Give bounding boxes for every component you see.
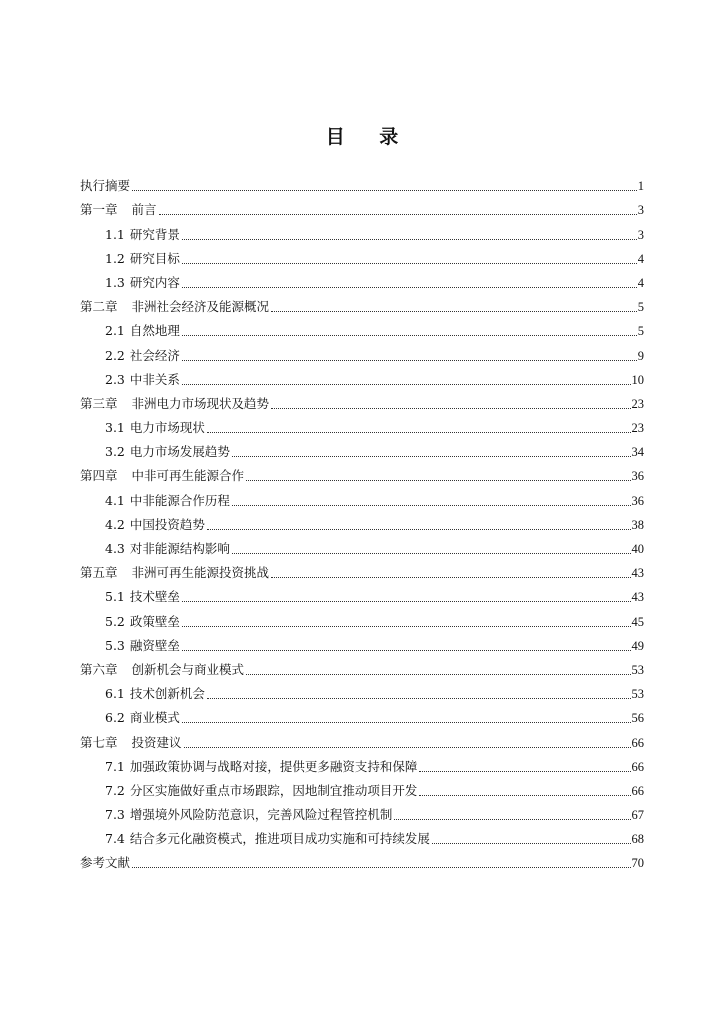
toc-entry-page-number: 1: [637, 179, 644, 194]
toc-entry-label: 中非关系: [129, 371, 180, 387]
toc-entry-page-number: 23: [631, 421, 644, 436]
toc-entry[interactable]: [80, 775, 644, 799]
toc-entry-number: 5.2: [105, 613, 125, 629]
toc-entry[interactable]: [80, 267, 644, 291]
toc-entry-number: 3.1: [105, 420, 125, 436]
toc-entry-label: 加强政策协调与战略对接，提供更多融资支持和保障: [129, 758, 418, 774]
dot-leader: [182, 335, 637, 336]
toc-entry[interactable]: [80, 799, 644, 823]
dot-leader: [159, 214, 637, 215]
toc-entry[interactable]: [80, 581, 644, 605]
toc-entry-number: 7.3: [105, 807, 125, 823]
toc-entry-number: 2.3: [105, 371, 125, 387]
toc-entry-number: 第一章: [80, 202, 118, 218]
toc-entry-page-number: 45: [631, 614, 644, 629]
toc-entry-page-number: 40: [631, 542, 644, 556]
dot-leader: [182, 650, 631, 651]
dot-leader: [232, 456, 631, 457]
toc-entry-label: 电力市场发展趋势: [129, 444, 230, 460]
dot-leader: [232, 505, 631, 506]
toc-entry[interactable]: [80, 194, 644, 218]
toc-entry-label: 研究内容: [129, 274, 180, 290]
toc-entry[interactable]: [80, 726, 644, 750]
toc-entry-number: 4.1: [105, 492, 125, 508]
toc-entry-page-number: 53: [631, 687, 644, 702]
dot-leader: [207, 698, 631, 699]
dot-leader: [182, 360, 637, 361]
toc-entry[interactable]: [80, 847, 644, 871]
dot-leader: [182, 287, 637, 288]
toc-entry[interactable]: [80, 533, 644, 557]
toc-entry[interactable]: [80, 678, 644, 702]
toc-entry-page-number: 68: [631, 832, 644, 847]
toc-entry-page-number: 23: [631, 396, 644, 411]
toc-entry[interactable]: [80, 388, 644, 412]
toc-entry-page-number: 43: [631, 590, 644, 605]
dot-leader: [132, 190, 637, 191]
dot-leader: [419, 771, 630, 772]
toc-entry-number: 7.2: [105, 782, 125, 798]
toc-entry-page-number: 38: [631, 517, 644, 532]
toc-entry[interactable]: [80, 315, 644, 339]
toc-entry-number: 2.2: [105, 347, 125, 363]
toc-entry-number: 7.4: [105, 831, 125, 847]
toc-entry-label: 执行摘要: [80, 178, 131, 194]
toc-entry-number: 4.2: [105, 516, 125, 532]
toc-entry[interactable]: [80, 364, 644, 388]
toc-entry-number: 1.1: [105, 226, 125, 242]
dot-leader: [182, 263, 637, 264]
toc-entry[interactable]: [80, 460, 644, 484]
dot-leader: [271, 311, 637, 312]
toc-entry-number: 5.1: [105, 589, 125, 605]
toc-entry[interactable]: [80, 702, 644, 726]
toc-entry-page-number: 66: [631, 759, 644, 774]
toc-entry-page-number: 3: [637, 227, 644, 242]
dot-leader: [246, 674, 630, 675]
toc-entry-number: 1.3: [105, 274, 125, 290]
dot-leader: [432, 843, 631, 844]
toc-entry[interactable]: [80, 412, 644, 436]
toc-entry-page-number: 36: [631, 469, 644, 484]
toc-entry-label: 研究目标: [129, 250, 180, 266]
toc-entry-label: 创新机会与商业模式: [131, 661, 245, 677]
toc-entry-label: 分区实施做好重点市场跟踪，因地制宜推动项目开发: [129, 782, 418, 798]
toc-entry-label: 中国投资趋势: [129, 516, 205, 532]
dot-leader: [182, 626, 631, 627]
dot-leader: [184, 747, 631, 748]
toc-entry[interactable]: [80, 557, 644, 581]
toc-entry-number: 7.1: [105, 758, 125, 774]
toc-entry-number: 第三章: [80, 395, 118, 411]
toc-entry-number: 6.1: [105, 686, 125, 702]
toc-entry-label: 社会经济: [129, 347, 180, 363]
toc-entry-page-number: 56: [631, 711, 644, 726]
toc-entry-number: 5.3: [105, 637, 125, 653]
toc-entry-number: 6.2: [105, 710, 125, 726]
toc-entry-label: 投资建议: [131, 734, 182, 750]
toc-entry-number: 第五章: [80, 565, 118, 581]
dot-leader: [182, 384, 631, 385]
dot-leader: [419, 795, 630, 796]
toc-entry-page-number: 66: [631, 735, 644, 750]
toc-entry[interactable]: [80, 484, 644, 508]
toc-entry-label: 参考文献: [80, 855, 131, 871]
dot-leader: [207, 529, 631, 530]
toc-entry-page-number: 5: [637, 324, 644, 339]
toc-entry-label: 增强境外风险防范意识，完善风险过程管控机制: [129, 807, 393, 823]
toc-entry-page-number: 3: [637, 203, 644, 218]
toc-entry-page-number: 9: [637, 348, 644, 363]
toc-entry-label: 自然地理: [129, 323, 180, 339]
toc-entry-number: 4.3: [105, 541, 125, 556]
toc-entry-label: 非洲电力市场现状及趋势: [131, 395, 270, 411]
toc-entry[interactable]: [80, 509, 644, 533]
toc-entry-label: 中非能源合作历程: [129, 492, 230, 508]
toc-entry-page-number: 4: [637, 251, 644, 266]
toc-entry[interactable]: [80, 243, 644, 267]
toc-entry-page-number: 66: [631, 783, 644, 798]
toc-entry-page-number: 34: [631, 445, 644, 460]
dot-leader: [207, 432, 631, 433]
toc-entry-label: 非洲可再生能源投资挑战: [131, 565, 270, 581]
toc-entry-label: 对非能源结构影响: [129, 541, 230, 556]
toc-entry[interactable]: [80, 605, 644, 629]
toc-entry-page-number: 53: [631, 662, 644, 677]
dot-leader: [132, 867, 630, 868]
toc-entry-number: 第四章: [80, 468, 118, 484]
toc-entry-page-number: 4: [637, 275, 644, 290]
toc-entry-label: 结合多元化融资模式，推进项目成功实施和可持续发展: [129, 831, 430, 847]
toc-entry[interactable]: [80, 823, 644, 847]
toc-entry[interactable]: [80, 630, 644, 654]
toc-entry-label: 非洲社会经济及能源概况: [131, 299, 270, 315]
toc-entry-label: 技术壁垒: [129, 589, 180, 605]
toc-entry-label: 电力市场现状: [129, 420, 205, 436]
dot-leader: [182, 601, 631, 602]
toc-title: 目 录: [325, 126, 413, 148]
dot-leader: [271, 408, 630, 409]
toc-entry-number: 2.1: [105, 323, 125, 339]
dot-leader: [232, 553, 631, 554]
dot-leader: [394, 819, 630, 820]
toc-entry-label: 融资壁垒: [129, 637, 180, 653]
dot-leader: [182, 722, 631, 723]
toc-entry-page-number: 67: [631, 808, 644, 823]
toc-entry-label: 商业模式: [129, 710, 180, 726]
toc-entry[interactable]: [80, 751, 644, 775]
table-of-contents: [80, 170, 644, 871]
toc-entry-page-number: 49: [631, 638, 644, 653]
toc-entry[interactable]: [80, 170, 644, 194]
toc-entry[interactable]: [80, 291, 644, 315]
toc-entry[interactable]: [80, 218, 644, 242]
toc-entry[interactable]: [80, 436, 644, 460]
toc-entry-number: 第六章: [80, 661, 118, 677]
toc-entry-page-number: 5: [637, 300, 644, 315]
toc-entry-number: 第二章: [80, 299, 118, 315]
dot-leader: [271, 577, 630, 578]
toc-entry-page-number: 10: [631, 372, 644, 387]
toc-entry-number: 1.2: [105, 250, 125, 266]
toc-entry-label: 中非可再生能源合作: [131, 468, 245, 484]
toc-entry-label: 前言: [131, 202, 157, 218]
toc-entry-label: 政策壁垒: [129, 613, 180, 629]
dot-leader: [246, 480, 630, 481]
toc-entry[interactable]: [80, 654, 644, 678]
toc-entry-label: 技术创新机会: [129, 686, 205, 702]
toc-entry-number: 3.2: [105, 444, 125, 460]
toc-entry-label: 研究背景: [129, 226, 180, 242]
toc-entry-number: 第七章: [80, 734, 118, 750]
toc-entry-page-number: 70: [631, 856, 644, 871]
toc-entry-page-number: 36: [631, 493, 644, 508]
toc-entry[interactable]: [80, 339, 644, 363]
toc-entry-page-number: 43: [631, 566, 644, 581]
dot-leader: [182, 239, 637, 240]
